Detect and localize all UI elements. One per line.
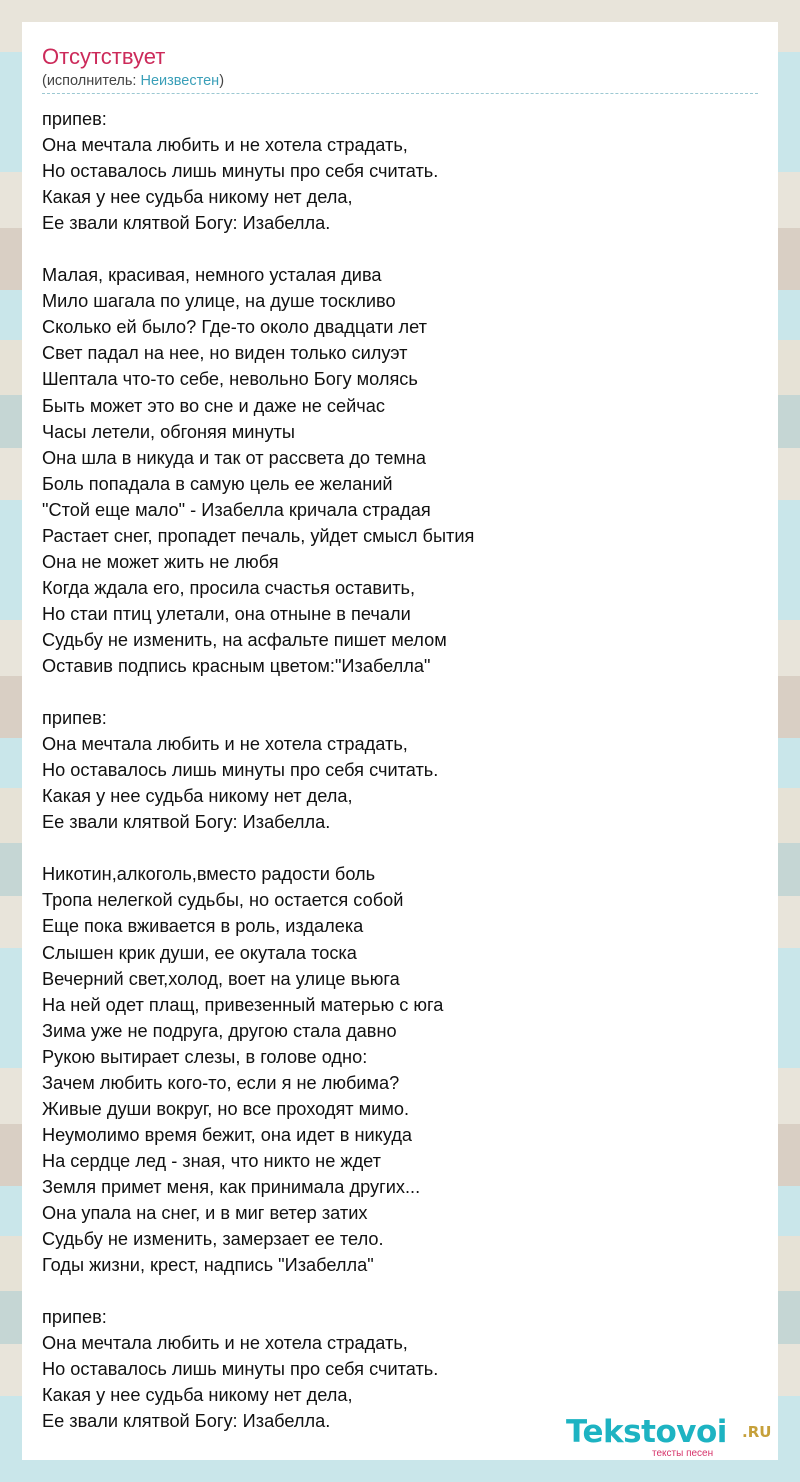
lyric-line: Ее звали клятвой Богу: Изабелла. [42,812,331,833]
performer-link[interactable]: Неизвестен [140,73,220,89]
lyric-line: припев: [42,109,107,129]
lyric-line: Малая, красивая, немного усталая дива [42,265,382,286]
stanza-break [42,835,758,861]
lyric-line: Годы жизни, крест, надпись "Изабелла" [42,1255,374,1276]
lyric-line: Судьбу не изменить, на асфальте пишет мелом [42,629,447,650]
lyric-line: Неумолимо время бежит, она идет в никуда [42,1124,413,1145]
lyric-line: Слышен крик души, ее окутала тоска [42,942,357,963]
lyric-line: Растает снег, пропадет печаль, уйдет смысл бытия [42,525,475,546]
lyrics-body [42,106,758,1434]
lyric-line: Еще пока вживается в роль, издалека [42,916,364,937]
lyric-line: Но стаи птиц улетали, она отныне в печали [42,603,411,624]
lyric-line: Сколько ей было? Где-то около двадцати лет [42,317,427,338]
lyric-line: припев: [42,1307,107,1328]
lyric-line: Зима уже не подруга, другою стала давно [42,1020,397,1041]
lyric-line: Она мечтала любить и не хотела страдать, [42,1333,408,1354]
logo-subtitle: тексты песен [652,1448,714,1459]
site-logo[interactable] [566,1414,776,1462]
lyric-line: Живые души вокруг, но все проходят мимо. [42,1098,410,1119]
lyric-line: "Стой еще мало" - Изабелла кричала страдая [42,499,431,520]
lyric-line: Вечерний свет,холод, воет на улице вьюга [42,968,400,989]
lyric-line: На ней одет плащ, привезенный матерью с юга [42,994,444,1015]
lyric-line: Она шла в никуда и так от рассвета до темна [42,447,427,468]
lyric-line: На сердце лед - зная, что никто не ждет [42,1150,382,1171]
lyric-line: Часы летели, обгоняя минуты [42,421,295,442]
lyric-line: Свет падал на нее, но виден только силуэт [42,343,408,364]
lyric-line: Она мечтала любить и не хотела страдать, [42,135,408,156]
song-title: Отсутствует [42,44,166,69]
lyric-line: Судьбу не изменить, замерзает ее тело. [42,1229,384,1250]
lyric-line: Тропа нелегкой судьбы, но остается собой [42,890,404,911]
lyric-line: Оставив подпись красным цветом:"Изабелла" [42,655,431,676]
lyric-line: Но оставалось лишь минуты про себя считать. [42,760,439,781]
lyric-line: Быть может это во сне и даже не сейчас [42,395,385,416]
lyric-line: Какая у нее судьба никому нет дела, [42,187,353,208]
lyric-line: припев: [42,708,107,729]
header-divider [42,93,758,94]
lyric-line: Она мечтала любить и не хотела страдать, [42,734,408,755]
lyric-line: Она не может жить не любя [42,551,279,572]
lyric-line: Зачем любить кого-то, если я не любима? [42,1072,400,1093]
stanza-break [42,1278,758,1304]
lyric-line: Но оставалось лишь минуты про себя считать. [42,161,439,182]
lyric-line: Но оставалось лишь минуты про себя считать. [42,1359,439,1380]
lyric-line: Мило шагала по улице, на душе тоскливо [42,291,396,312]
performer-prefix: (исполнитель: [42,73,141,89]
lyric-line: Боль попадала в самую цель ее желаний [42,473,393,494]
lyric-line: Какая у нее судьба никому нет дела, [42,1385,353,1406]
lyric-line: Она упала на снег, и в миг ветер затих [42,1202,368,1223]
lyric-line: Земля примет меня, как принимала других... [42,1176,421,1197]
lyric-line: Ее звали клятвой Богу: Изабелла. [42,1411,331,1432]
lyric-line: Ее звали клятвой Богу: Изабелла. [42,213,331,234]
lyric-line: Когда ждала его, просила счастья оставить, [42,577,416,598]
lyric-line: Рукою вытирает слезы, в голове одно: [42,1046,368,1067]
stanza-break [42,236,758,262]
lyric-line: Шептала что-то себе, невольно Богу молясь [42,369,418,390]
performer-suffix: ) [219,73,225,89]
logo-text: Tekstovoi [566,1414,727,1450]
lyric-line: Какая у нее судьба никому нет дела, [42,786,353,807]
lyric-line: Никотин,алкоголь,вместо радости боль [42,864,376,885]
performer-line [42,73,224,89]
stanza-break [42,679,758,705]
logo-tld: .RU [742,1423,772,1441]
